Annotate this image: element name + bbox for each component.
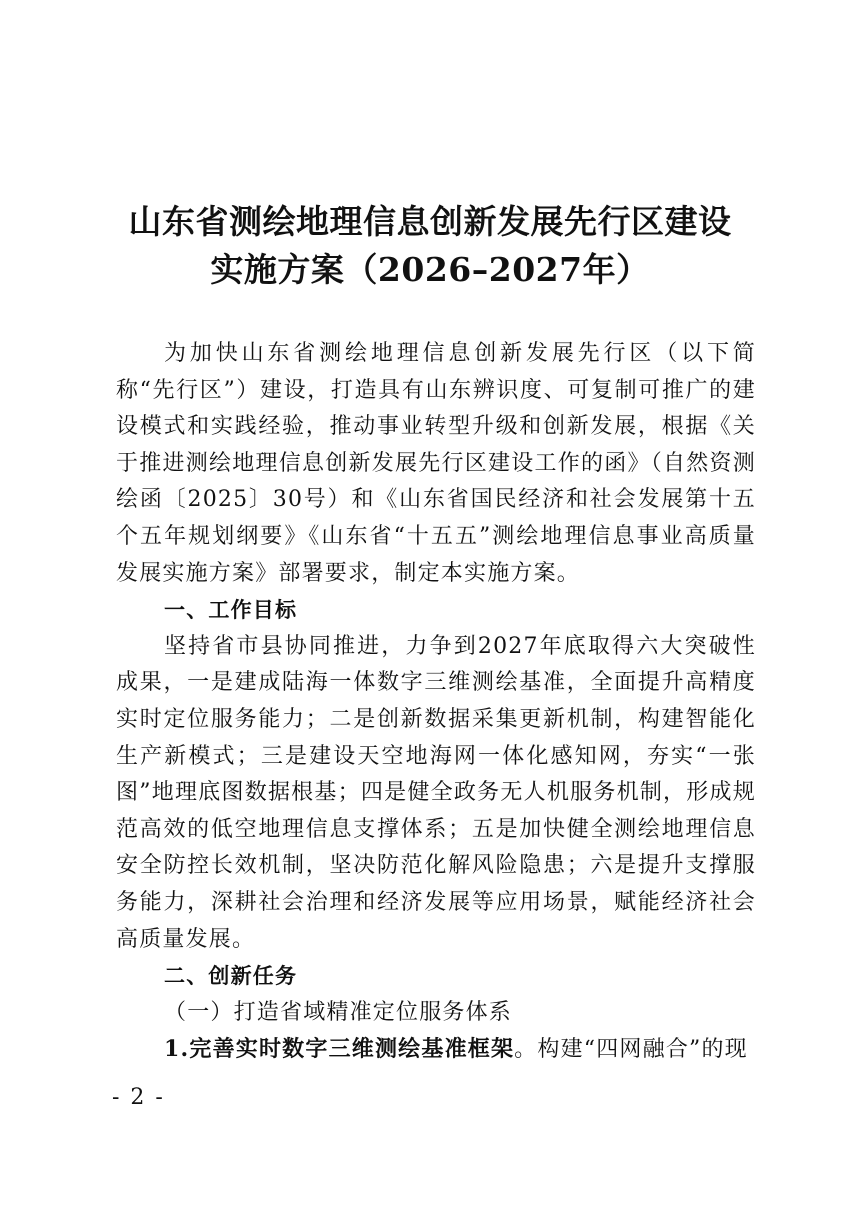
page-number: - 2 - <box>112 1085 165 1110</box>
goals-paragraph: 坚持省市县协同推进，力争到2027年底取得六大突破性成果，一是建成陆海一体数字三维测绘基准，全面提升高精度实时定位服务能力；二是创新数据采集更新机制，构建智能化生产新模式；三是建设天空地海网一体化感知网，夯实“一张图”地理底图数据根基；四是健全政务无人机服务机制，形成规范高效的低空地理信息支撑体系；五是加快健全测绘地理信息安全防控长效机制，坚决防范化解风险隐患；六是提升支撑服务能力，深耕社会治理和经济发展等应用场景，赋能经济社会高质量发展。 <box>116 633 756 952</box>
item-paragraph-1 <box>116 1031 756 1069</box>
item-title-1: 1.完善实时数字三维测绘基准框架 <box>164 1036 515 1063</box>
document-body <box>116 336 756 1069</box>
document-title-line-2: 实施方案（2026–2027年） <box>210 250 650 289</box>
document-title-line-1: 山东省测绘地理信息创新发展先行区建设 <box>128 202 732 241</box>
item-text-1: 。构建“四网融合”的现 <box>514 1037 748 1063</box>
intro-paragraph: 为加快山东省测绘地理信息创新发展先行区（以下简称“先行区”）建设，打造具有山东辨识度、可复制可推广的建设模式和实践经验，推动事业转型升级和创新发展，根据《关于推进测绘地理信息创新发展先行区建设工作的函》（自然资测绘函〔2025〕30号）和《山东省国民经济和社会发展第十五个五年规划纲要》《山东省“十五五”测绘地理信息事业高质量发展实施方案》部署要求，制定本实施方案。 <box>116 341 756 586</box>
section-heading-tasks: 二、创新任务 <box>164 964 298 989</box>
section-heading-goals: 一、工作目标 <box>164 598 298 623</box>
subsection-heading-positioning: （一）打造省域精准定位服务体系 <box>164 999 513 1025</box>
